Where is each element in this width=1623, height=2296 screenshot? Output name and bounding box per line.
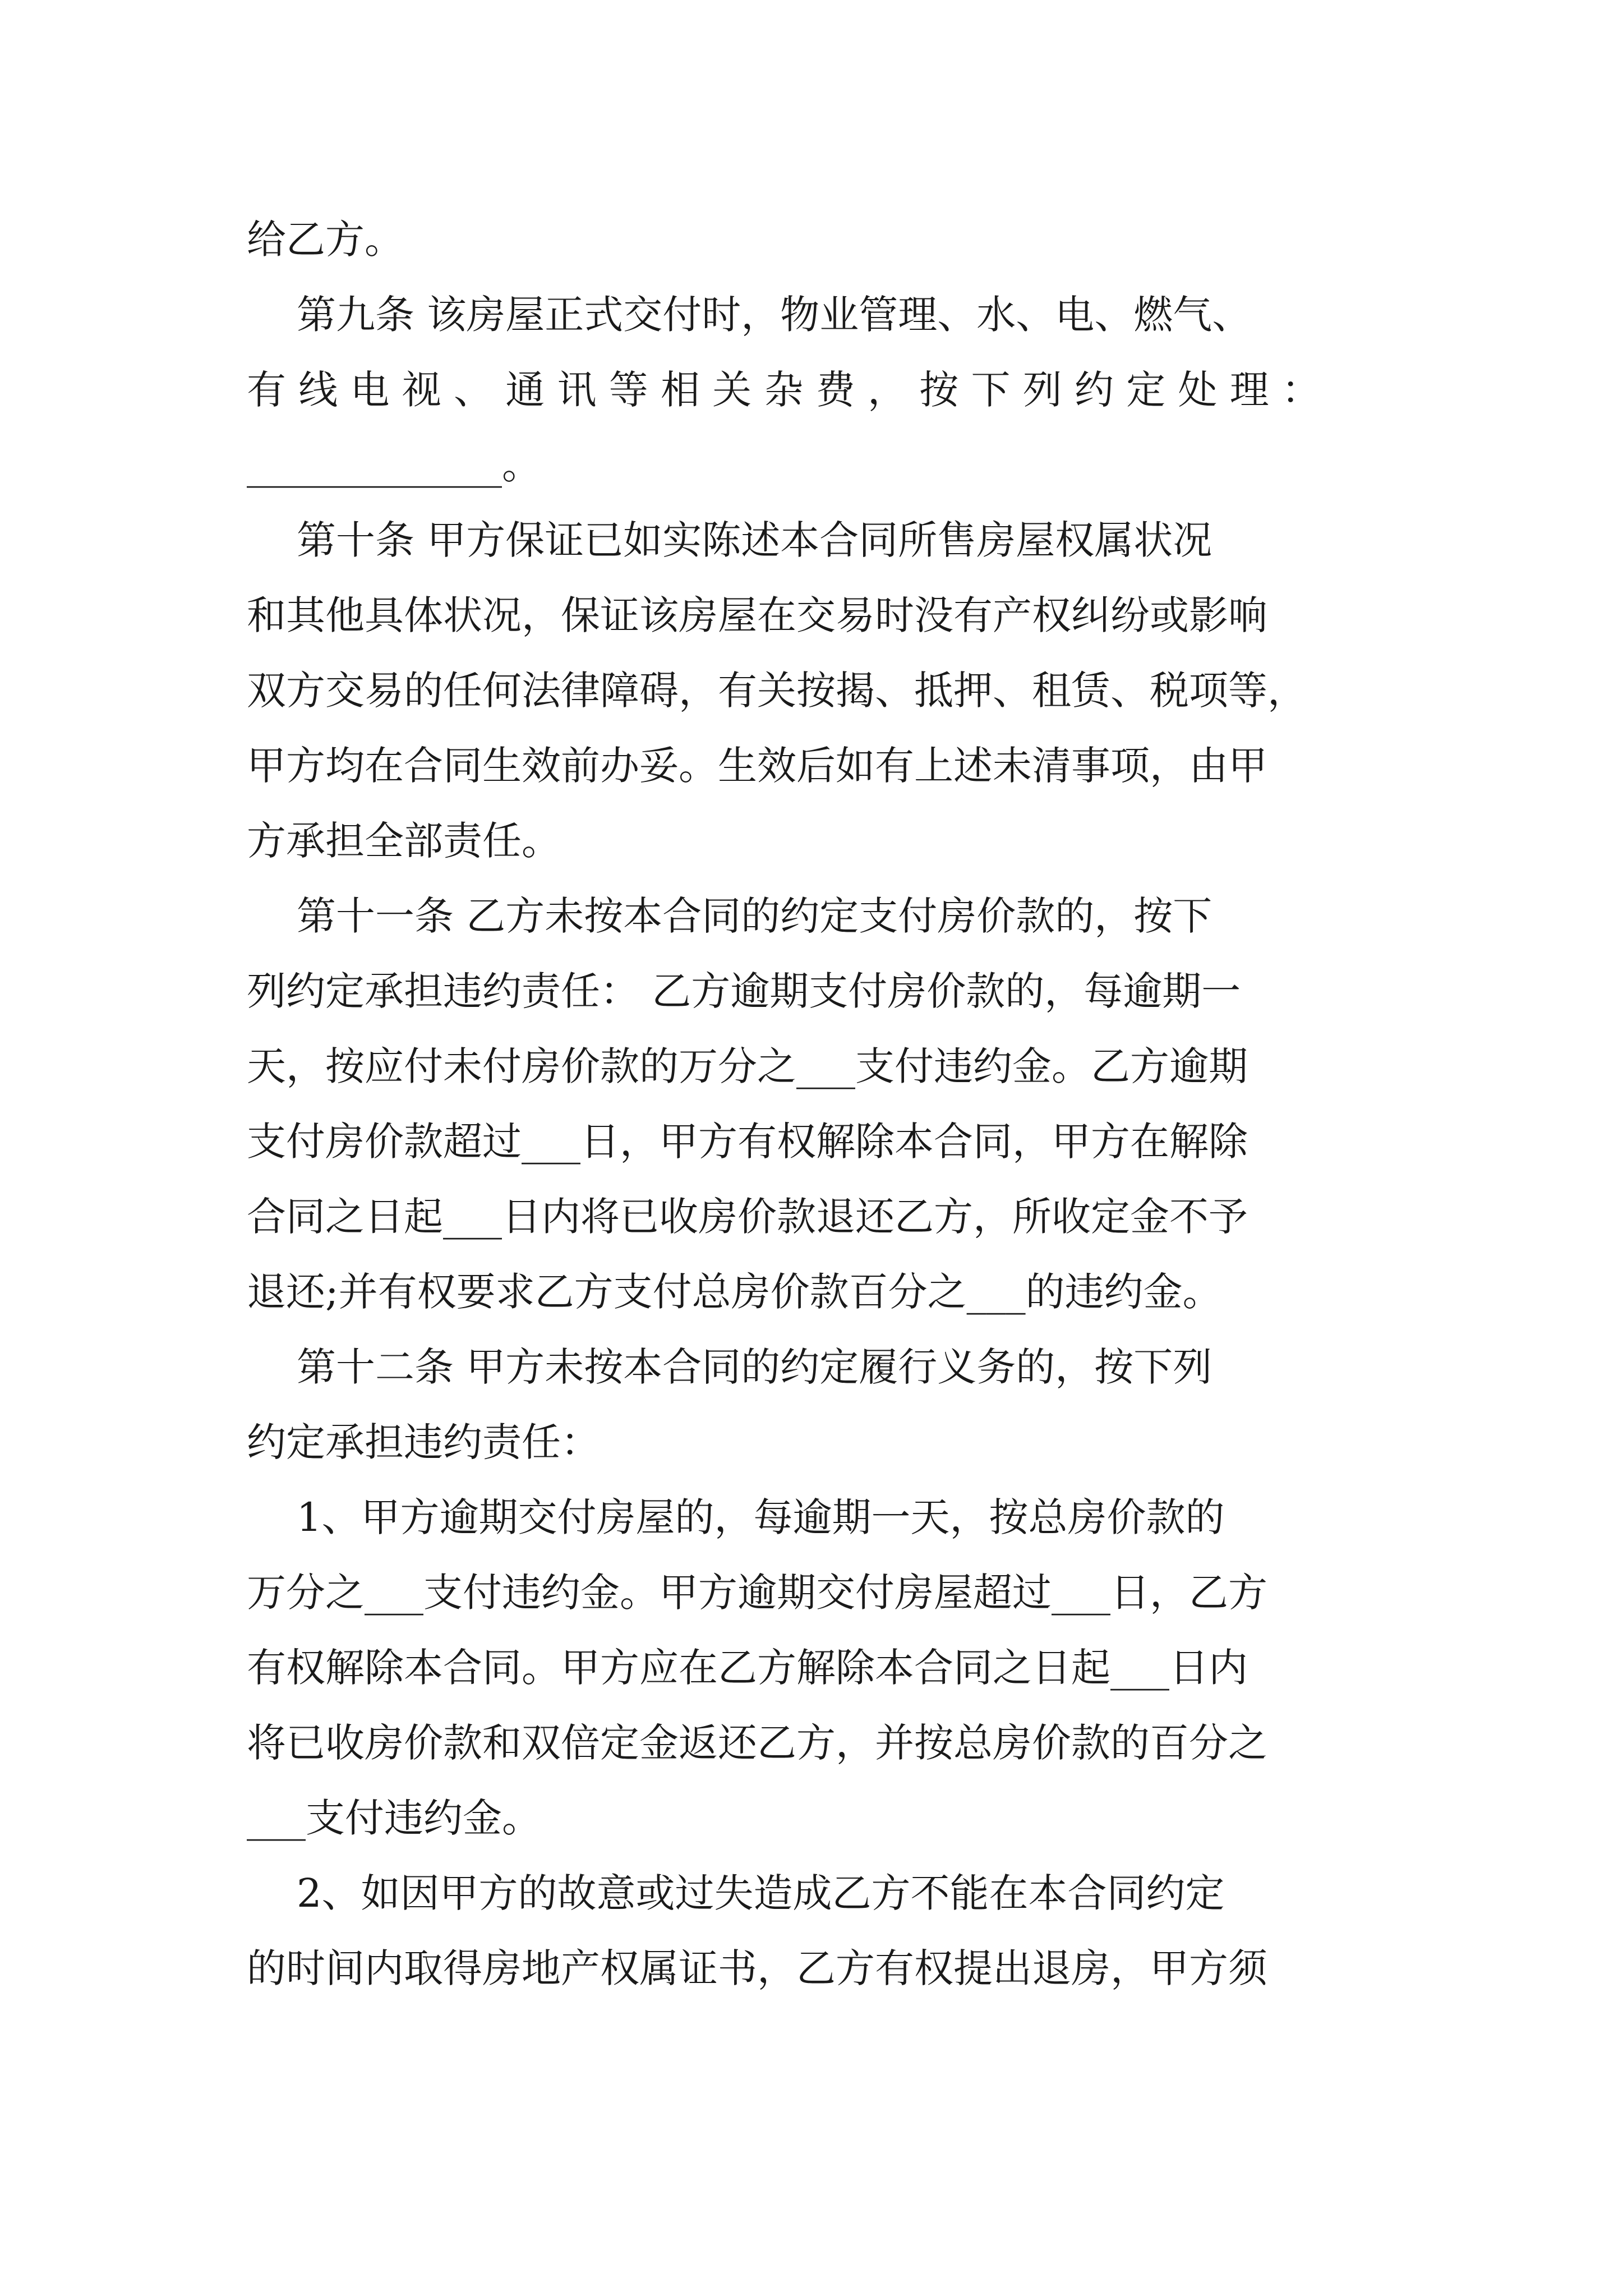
text-line: 万分之___支付违约金。甲方逾期交付房屋超过___日，乙方	[247, 1570, 1267, 1616]
text-line: 给乙方。	[247, 217, 404, 263]
text-line: 甲方均在合同生效前办妥。生效后如有上述未清事项，由甲	[247, 743, 1267, 789]
text-line: 第十二条 甲方未按本合同的约定履行义务的，按下列	[247, 1344, 1212, 1390]
text-line: 约定承担违约责任：	[247, 1419, 600, 1465]
text-line: 支付房价款超过___日，甲方有权解除本合同，甲方在解除	[247, 1119, 1248, 1165]
document-body	[247, 202, 1391, 2006]
text-line: 将已收房价款和双倍定金返还乙方，并按总房价款的百分之	[247, 1720, 1267, 1766]
text-line: 1、甲方逾期交付房屋的，每逾期一天，按总房价款的	[247, 1494, 1225, 1540]
text-line: 第十条 甲方保证已如实陈述本合同所售房屋权属状况	[247, 517, 1212, 563]
text-line: 第十一条 乙方未按本合同的约定支付房价款的，按下	[247, 893, 1212, 939]
text-line: 的时间内取得房地产权属证书，乙方有权提出退房，甲方须	[247, 1945, 1267, 1991]
text-line: 和其他具体状况，保证该房屋在交易时没有产权纠纷或影响	[247, 592, 1267, 638]
text-line: 列约定承担违约责任： 乙方逾期支付房价款的，每逾期一	[247, 968, 1241, 1014]
text-line: 方承担全部责任。	[247, 818, 561, 864]
text-line: 有权解除本合同。甲方应在乙方解除本合同之日起___日内	[247, 1645, 1248, 1691]
text-line: 合同之日起___日内将已收房价款退还乙方，所收定金不予	[247, 1194, 1248, 1240]
text-line: 退还;并有权要求乙方支付总房价款百分之___的违约金。	[247, 1269, 1222, 1315]
text-line: 第九条 该房屋正式交付时，物业管理、水、电、燃气、	[247, 292, 1252, 338]
text-line: 天，按应付未付房价款的万分之___支付违约金。乙方逾期	[247, 1043, 1248, 1089]
text-line: _____________。	[247, 442, 541, 488]
text-line: 2、如因甲方的故意或过失造成乙方不能在本合同约定	[247, 1870, 1225, 1916]
text-line: ___支付违约金。	[247, 1795, 541, 1841]
text-line: 有 线 电 视 、 通 讯 等 相 关 杂 费 ， 按 下 列 约 定 处 理 ：	[247, 367, 1321, 413]
text-line: 双方交易的任何法律障碍，有关按揭、抵押、租赁、税项等，	[247, 668, 1307, 714]
